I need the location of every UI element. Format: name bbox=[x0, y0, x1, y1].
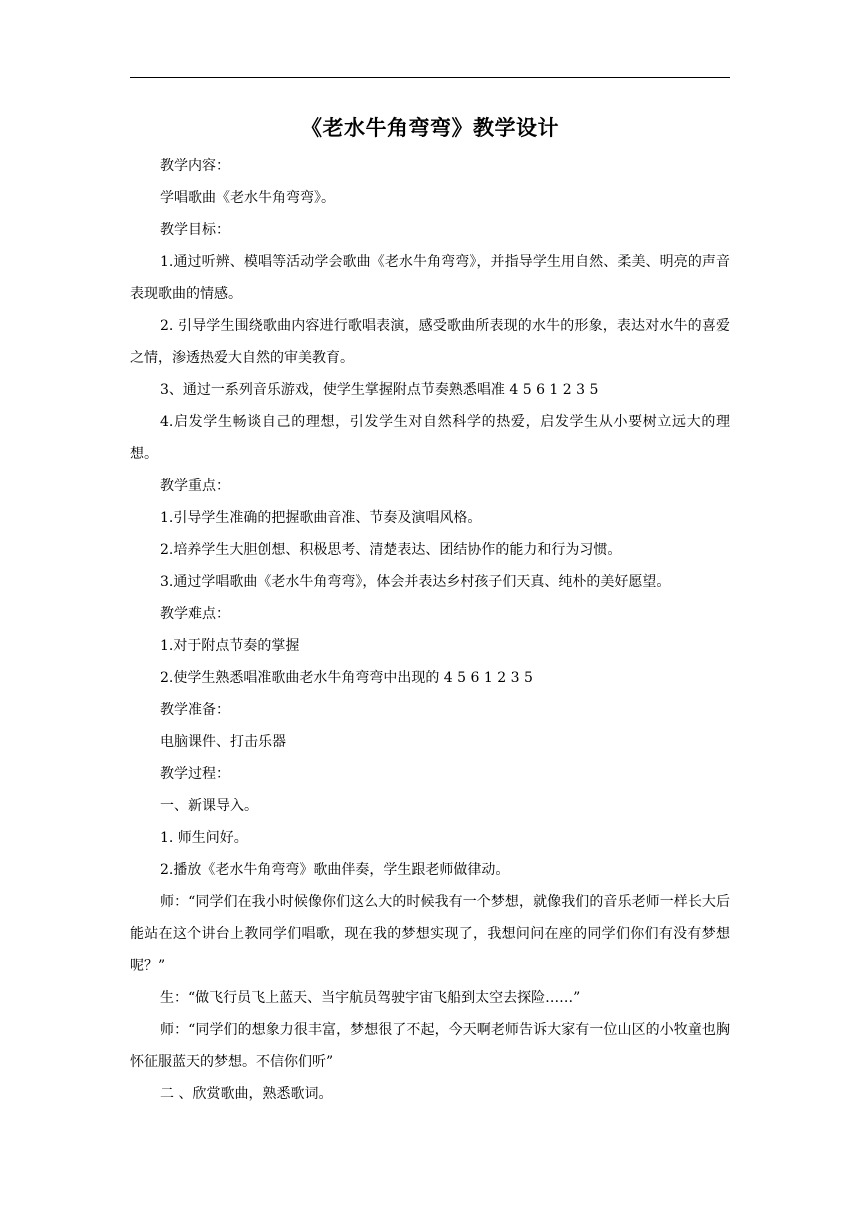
paragraph: 3、通过一系列音乐游戏，使学生掌握附点节奏熟悉唱准 4 5 6 1 2 3 5 bbox=[160, 382, 599, 398]
paragraph: 2.播放《老水牛角弯弯》歌曲伴奏，学生跟老师做律动。 bbox=[160, 862, 510, 878]
paragraph: 教学重点： bbox=[160, 478, 230, 494]
paragraph: 2.使学生熟悉唱准歌曲老水牛角弯弯中出现的 4 5 6 1 2 3 5 bbox=[160, 670, 533, 686]
header-rule bbox=[130, 77, 730, 78]
paragraph: 教学难点： bbox=[160, 606, 230, 622]
paragraph: 教学准备： bbox=[160, 702, 230, 718]
paragraph: 1. 师生问好。 bbox=[160, 830, 248, 846]
paragraph: 二 、欣赏歌曲，熟悉歌词。 bbox=[160, 1086, 333, 1102]
paragraph: 师：“同学们在我小时候像你们这么大的时候我有一个梦想，就像我们的音乐老师一样长大后能站在这个讲台上教同学们唱歌，现在我的梦想实现了，我想问问在座的同学们你们有没有梦想呢？” bbox=[130, 894, 730, 974]
paragraph: 4.启发学生畅谈自己的理想，引发学生对自然科学的热爱，启发学生从小要树立远大的理想。 bbox=[130, 414, 730, 462]
paragraph: 学唱歌曲《老水牛角弯弯》。 bbox=[160, 190, 335, 206]
paragraph: 3.通过学唱歌曲《老水牛角弯弯》，体会并表达乡村孩子们天真、纯朴的美好愿望。 bbox=[160, 574, 671, 590]
paragraph: 2.培养学生大胆创想、积极思考、清楚表达、团结协作的能力和行为习惯。 bbox=[160, 542, 622, 558]
document-title: 《老水牛角弯弯》教学设计 bbox=[301, 116, 559, 140]
paragraph: 教学过程： bbox=[160, 766, 230, 782]
paragraph: 师：“同学们的想象力很丰富，梦想很了不起，今天啊老师告诉大家有一位山区的小牧童也胸怀征服蓝天的梦想。不信你们听” bbox=[130, 1022, 730, 1070]
paragraph: 生：“做飞行员飞上蓝天、当宇航员驾驶宇宙飞船到太空去探险……” bbox=[160, 990, 581, 1006]
paragraph: 电脑课件、打击乐器 bbox=[160, 734, 286, 750]
paragraph: 1.对于附点节奏的掌握 bbox=[160, 638, 300, 654]
paragraph: 一、新课导入。 bbox=[160, 798, 258, 814]
paragraph: 1.引导学生准确的把握歌曲音准、节奏及演唱风格。 bbox=[160, 510, 482, 526]
paragraph: 1.通过听辨、模唱等活动学会歌曲《老水牛角弯弯》，并指导学生用自然、柔美、明亮的声音表现歌曲的情感。 bbox=[130, 254, 730, 302]
paragraph: 教学目标： bbox=[160, 222, 230, 238]
paragraph: 2. 引导学生围绕歌曲内容进行歌唱表演，感受歌曲所表现的水牛的形象，表达对水牛的喜爱之情，渗透热爱大自然的审美教育。 bbox=[130, 318, 730, 366]
paragraph: 教学内容： bbox=[160, 158, 230, 174]
document-body bbox=[130, 150, 730, 1110]
